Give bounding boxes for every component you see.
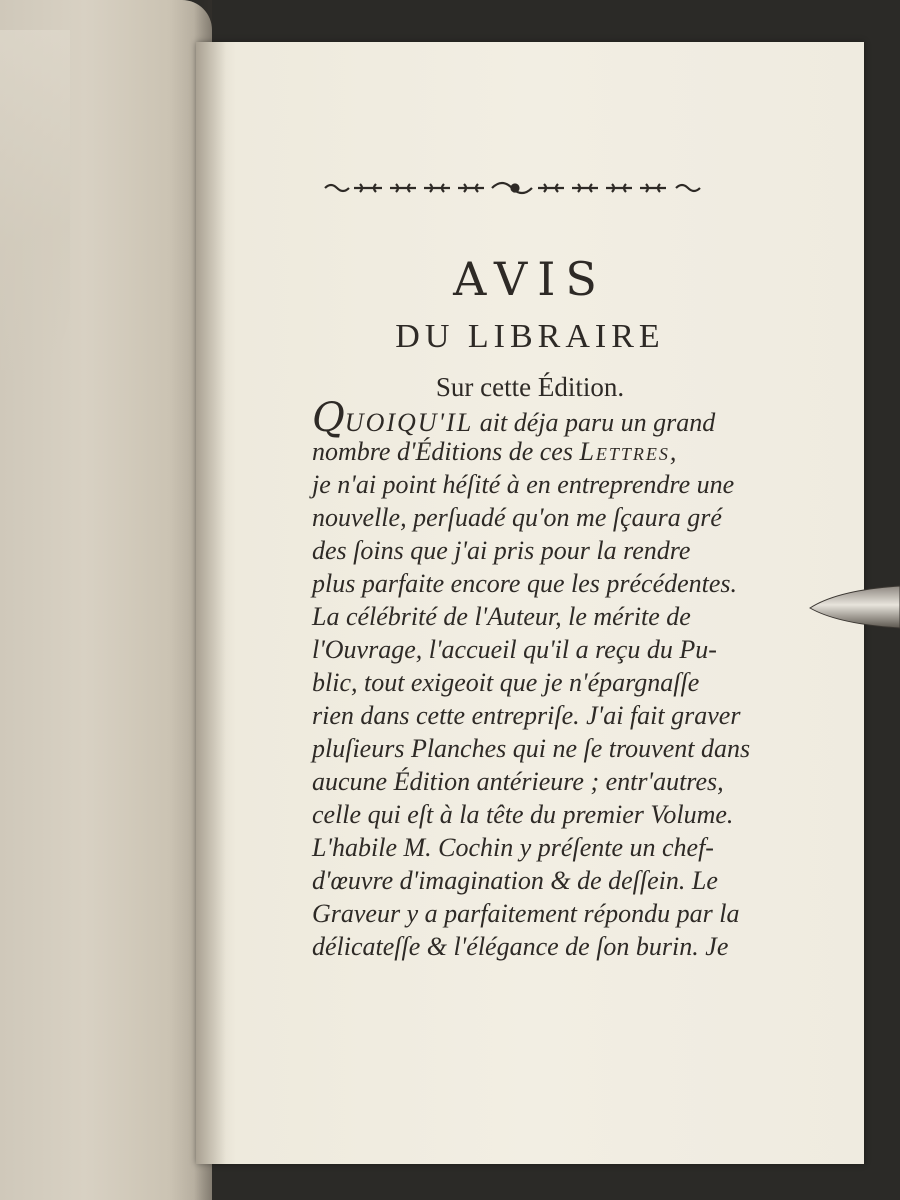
bookmark-clip bbox=[808, 584, 900, 630]
text-line bbox=[312, 567, 738, 600]
text-segment: rien dans cette entrepriſe. J'ai fait graver bbox=[312, 701, 741, 730]
text-line bbox=[312, 699, 741, 732]
text-line bbox=[312, 501, 732, 534]
section-heading: Sur cette Édition. bbox=[435, 372, 625, 402]
text-segment: Graveur y a parfaitement répondu par la bbox=[312, 899, 740, 928]
text-segment: l'Ouvrage, l'accueil qu'il a reçu du Pu- bbox=[312, 635, 717, 664]
text-line bbox=[312, 666, 732, 699]
ornament-headpiece bbox=[320, 178, 710, 198]
text-line bbox=[312, 831, 732, 864]
text-line bbox=[312, 468, 735, 501]
text-line bbox=[312, 395, 732, 441]
text-segment: blic, tout exigeoit que je n'épargnaſſe bbox=[312, 668, 700, 697]
text-segment: des ſoins que j'ai pris pour la rendre bbox=[312, 536, 691, 565]
text-line bbox=[312, 765, 732, 798]
text-segment: nouvelle, perſuadé qu'on me ſçaura gré bbox=[312, 503, 722, 532]
text-line bbox=[312, 897, 740, 930]
smallcaps-word: UOIQU'IL bbox=[344, 408, 474, 437]
text-segment: délicateſſe & l'élégance de ſon burin. Je bbox=[312, 932, 729, 961]
text-line bbox=[312, 732, 751, 765]
text-line bbox=[312, 930, 732, 963]
text-segment: La célébrité de l'Auteur, le mérite de bbox=[312, 602, 691, 631]
text-segment: pluſieurs Planches qui ne ſe trouvent dans bbox=[312, 734, 751, 763]
page-title: AVIS bbox=[453, 252, 607, 306]
text-line bbox=[312, 435, 732, 468]
text-segment: ait déja paru un grand bbox=[473, 408, 716, 437]
text-segment: d'œuvre d'imagination & de deſſein. Le bbox=[312, 866, 718, 895]
body-paragraph bbox=[312, 395, 751, 963]
text-line bbox=[312, 864, 732, 897]
gutter-shadow bbox=[196, 42, 226, 1164]
text-line bbox=[312, 798, 732, 831]
text-segment: celle qui eſt à la tête du premier Volume. bbox=[312, 800, 734, 829]
left-page bbox=[0, 0, 212, 1200]
text-line bbox=[312, 534, 732, 567]
drop-initial: Q bbox=[312, 395, 345, 441]
text-segment: L'habile M. Cochin y préſente un chef- bbox=[312, 833, 714, 862]
page-subtitle: DU LIBRAIRE bbox=[395, 318, 665, 355]
text-line bbox=[312, 633, 732, 666]
page-fold bbox=[0, 30, 70, 370]
text-segment: , bbox=[669, 437, 677, 466]
smallcaps-word: Lettres bbox=[579, 437, 670, 466]
text-segment: nombre d'Éditions de ces bbox=[312, 437, 580, 466]
text-segment: je n'ai point héſité à en entreprendre une bbox=[312, 470, 735, 499]
text-line bbox=[312, 600, 732, 633]
right-page bbox=[196, 42, 864, 1164]
text-segment: aucune Édition antérieure ; entr'autres, bbox=[312, 767, 724, 796]
text-segment: plus parfaite encore que les précédentes. bbox=[312, 569, 738, 598]
